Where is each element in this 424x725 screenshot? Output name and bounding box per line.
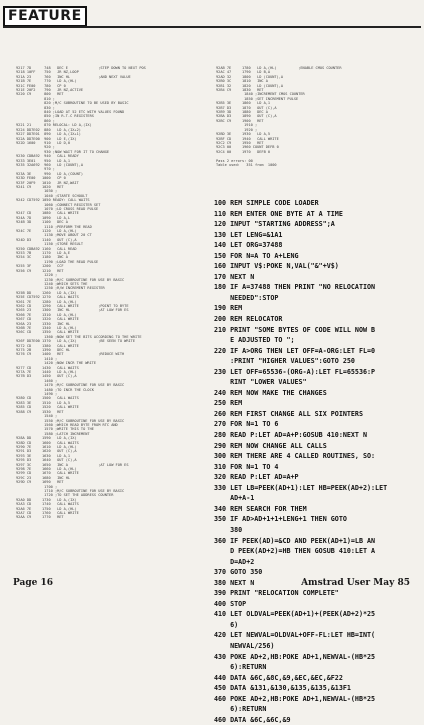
assembly-line: 925E CD7592 1270 CALL WAITS [16,295,79,300]
basic-line: E ADJUSTED TO "; [214,336,295,345]
assembly-line: 927B D3 1450 OUT (C),A [16,374,77,379]
assembly-line: 92AD 32 1800 LD (COUNT),A [216,74,284,79]
basic-line: 150 FOR N=A TO A+LENG [214,251,299,260]
basic-line: 460 DATA &6C,&6C,&9 [214,715,291,724]
assembly-line: 1150 ;STORE RESULT [16,242,84,247]
assembly-line: 860 ; [16,118,55,123]
assembly-line: 9272 CD 1380 CALL WRITE [16,343,79,348]
assembly-line: 9280 CD 1500 CALL WAITS [16,396,79,401]
assembly-line: 9276 C9 1400 RET ;REDUCE WITH [16,352,125,357]
assembly-line: 921E 20F2 790 JR NZ,ACTIVE [16,88,84,93]
assembly-line: 9266 7E 1310 LD A,(HL) [16,312,77,317]
assembly-line: 926A 23 1330 INC HL [16,321,71,326]
assembly-line: 850 ;IN R-T-C REGISTERS [16,114,94,119]
assembly-line: 9247 CD 1080 CALL WRITE [16,211,79,216]
assembly-line: 92AB 7E 1780 LD A,(HL) ;ENABLE CMOS COUNTER [216,66,342,70]
basic-line: 290 REM NOW CHANGE ALL CALLS [214,441,327,450]
basic-line: 230 LET OFF=65536-(ORG-A):LET FL=65536:P [214,367,376,376]
assembly-line: 921A 23 760 INC HL ;AND NEXT VALUE [16,74,131,79]
basic-line: 170 NEXT N [214,272,255,281]
assembly-line: 923A 3E 990 LD A,(COUNT) [16,171,84,176]
basic-line: 460 POKE AD+2,HB:POKE AD+1,NEWVAL-(HB*25 [214,694,376,703]
basic-line: 350 IF AD>AD+1+1+LENG+1 THEN GOTO [214,515,347,524]
basic-line: 320 READ P:LET AD=A+P [214,473,299,482]
assembly-line: 92A3 CD 1740 CALL WAITS [16,502,79,507]
assembly-line: 92AA C9 1770 RET [16,515,64,520]
assembly-line: 924A 7D 1090 LD A,L [16,215,71,220]
assembly-line: 922A DD7E00 900 LD E,(IX) [16,136,77,141]
assembly-line: 9293 3E 1630 LD A,1 [16,453,71,458]
assembly-line: 9265 23 1300 INC HL ;AT LOW FOR ES [16,308,129,313]
assembly-line: 9299 CD 1670 CALL WRITE [16,471,79,476]
basic-line: 310 FOR N=1 TO 4 [214,462,279,471]
assembly-line: 9275 2B 1390 DEC HL [16,348,71,352]
assembly-line: 929D C9 1690 RET [16,480,64,485]
assembly-line: 1460 ; [16,378,58,383]
assembly-line: 930 ;NOW WAIT FOR IT TO CHANGE [16,149,110,154]
assembly-line: 1230 ;M/C SUBROUTINE FOR USE BY BASIC [16,277,125,282]
assembly-line: 928D CD 1600 CALL WAITS [16,440,79,445]
basic-line: 300 REM THERE ARE 4 CALLED ROUTINES, SO: [214,452,376,461]
assembly-line: 923D FE00 1000 CP 0 [16,176,66,181]
basic-line: 180 IF A=37488 THEN PRINT "NO RELOCATION [214,283,376,292]
assembly-line: 9267 CD 1320 CALL WRITE [16,317,79,322]
assembly-line: 921C FE00 780 CP 0 [16,83,66,88]
basic-line: 430 POKE AD+2,HB:POKE AD+1,NEWVAL-(HB*25 [214,652,376,661]
basic-line: RINT "LOWER VALUES" [214,378,307,387]
basic-line: 110 REM ENTER ONE BYTE AT A TIME [214,209,343,218]
basic-line: 330 LET LB=PEEK(AD+1):LET HB=PEEK(AD+2):LET [214,483,388,492]
assembly-line: 1850 ;SET INCREMENT PULSE [216,96,299,101]
assembly-line: 923F 20F9 1010 JR NZ,WAIT [16,180,79,185]
assembly-line: 9227 DD7E01 890 LD A,(IX+1) [16,132,81,137]
assembly-line: 92A0 DD 1730 LD A,(IX) [16,497,77,502]
assembly-line: 840 ;LOAD AT 52 ETC WITH VALUES FOUND [16,110,125,115]
assembly-line: 1070 ;LD CROSS READ PULSE [16,207,99,211]
assembly-line: 9250 CDBA92 1160 CALL READ [16,246,77,251]
assembly-line: 1840 ;INCREMENT CMOS COUNTER [216,92,305,97]
assembly-line: 92C4 00 1970 DEFB 0 [216,149,271,154]
basic-line: :PRINT "HIGHER VALUES":GOTO 250 [214,357,355,366]
basic-line: D PEEK(AD+2)=HB THEN GOSUB 410:LET A [214,547,376,556]
basic-line: 140 LET ORG=37488 [214,241,283,250]
assembly-line: 1360 ;NOW SET THE BITS ACCORDING TO THE WRITE [16,334,142,339]
assembly-line: 9291 D3 1620 OUT (C),A [16,449,77,454]
magazine-credit: Amstrad User May 85 [301,578,410,588]
basic-line: 380 [214,525,243,534]
assembly-line: 922D 1600 910 LD D,0 [16,140,71,145]
assembly-line: Table used: 351 from 1000 [216,162,277,167]
basic-line: 270 FOR N=1 TO 6 [214,420,279,429]
assembly-line: 9254 3C 1180 INC A [16,255,68,260]
assembly-line: 92BC C9 1900 RET [216,118,264,123]
assembly-line: 9256 C9 1210 RET [16,268,64,273]
assembly-line: 9241 C9 1020 RET [16,184,64,189]
basic-line: NEWVAL/256) [214,641,275,650]
assembly-line: 9288 C9 1530 RET [16,409,64,414]
assembly-line: 9261 7E 1280 LD A,(HL) [16,299,77,304]
assembly-line: 820 ;M/C SUBROUTINE TO BE USED BY BASIC [16,101,129,106]
assembly-line: 810 ; [16,96,55,101]
assembly-line: 92A6 7E 1750 LD A,(HL) [16,506,77,511]
basic-line: 370 GOTO 350 [214,568,263,577]
basic-line: 440 DATA &6C,&8C,&9,&EC,&EC,&F22 [214,673,343,682]
basic-line: 6):RETURN [214,663,267,672]
header-rule [3,26,421,28]
assembly-line: 9285 CD 1520 CALL WRITE [16,405,79,410]
basic-line: 410 LET OLDVAL=PEEK(AD+1)+(PEEK(AD+2)*25 [214,610,376,619]
basic-line: 240 REM NOW MAKE THE CHANGES [214,388,327,397]
assembly-line: 1420 ;NOW INCR THE WRITE [16,361,97,366]
assembly-line: 924D D3 1140 OUT (C),A [16,237,77,242]
basic-line: 380 NEXT N [214,578,255,587]
assembly-line: 1410 ; [16,356,58,361]
basic-line: D=AD+2 [214,557,255,566]
basic-line: 280 READ P:LET AD=A+P:GOSUB 410:NEXT N [214,431,367,440]
basic-line: 450 DATA &131,&130,&135,&135,&13F1 [214,684,351,693]
assembly-line: 9235 32A692 960 LD (COUNT),A [16,162,84,167]
basic-line: 190 REM [214,304,243,313]
basic-line: 200 REM RELOCATOR [214,315,283,324]
basic-line: 420 LET NEWVAL=OLDVAL+OFF-FL:LET HB=INT( [214,631,376,640]
assembly-line: 920 ; [16,145,55,150]
basic-line: AD+A-1 [214,494,255,503]
assembly-line: 1480 ;TO INCR THE CLOCK [16,387,94,392]
basic-line: 340 REM SEARCH FOR THEM [214,504,307,513]
assembly-line: 9262 CD 1290 CALL WRITE ;POINT TO BYTE [16,303,129,308]
assembly-line: 9217 7D 748 DEC E ;STEP DOWN TO NEXT POS [16,66,146,70]
assembly-line: 830 ; [16,105,55,110]
basic-line: 120 INPUT "STARTING ADDRESS";A [214,220,335,229]
assembly-line: 1110 ;PERFORM THE READ [16,224,92,229]
assembly-line: 1570 ;WRITE THIS TO THE [16,427,94,432]
assembly-line: 9218 10FF 750 JR NZ,LOOP [16,70,79,75]
assembly-line: 970 ; [16,167,55,172]
assembly-line: 92BF CD 1940 CALL WRITE [216,136,279,141]
assembly-line: 9283 3E 1510 LD A,5 [16,400,71,405]
assembly-line: 9233 3E01 950 LD A,1 [16,158,71,163]
assembly-line: 1030 ; [16,189,58,194]
assembly-line: 926C CD 1350 CALL WRITE [16,330,79,335]
assembly-line: 1580 ;LATCH INCREMENT [16,431,90,436]
assembly-line: 9255 3F 1200 CCF [16,264,64,269]
basic-line: 6):RETURN [214,705,267,714]
assembly-line: 1720 ;TO SET THE ADDRESS COUNTER [16,493,114,498]
assembly-line: 1700 ; [16,484,58,489]
assembly-line: 1470 ;M/C SUBROUTINE FOR USE BY BASIC [16,383,125,388]
assembly-line: 9277 CD 1430 CALL WAITS [16,365,79,370]
assembly-line: 1240 ;WHICH SETS THE [16,281,88,286]
basic-line: 6) [214,620,239,629]
assembly-line: 1190 ;LOAD THE READ PULSE [16,259,99,264]
assembly-line: 1040 ;STARTE SCHOOLT [16,193,88,198]
page-number: Page 16 [13,578,54,588]
basic-line: 250 REM [214,399,243,408]
assembly-line: 1540 ; [16,414,58,419]
assembly-line: 9295 D3 1640 OUT (C),A [16,458,77,463]
assembly-line: 1490 ; [16,392,58,397]
assembly-line: 92A7 CD 1760 CALL WRITE [16,511,79,516]
basic-line: 130 LET LENG=&1A1 [214,230,283,239]
basic-line: NEEDED":STOP [214,293,279,302]
assembly-line: 92B9 3D 1880 DEC A [216,110,268,115]
assembly-line: 9221 21 870 RELOCAL: LD A,(IX) [16,123,92,128]
assembly-line: 928A DD 1590 LD A,(IX) [16,436,77,441]
section-label: FEATURE [3,6,87,27]
assembly-line: 92C3 00 1960 COUNT DEFB 0 [216,145,279,150]
assembly-line: 926B 7E 1340 LD A,(HL) [16,325,77,330]
assembly-line: 92C2 C9 1950 RET [216,140,264,145]
assembly-line: 92B7 D3 1870 OUT (C),A [216,105,277,110]
assembly-line: 92B1 32 1820 LD (COUNT),A [216,83,284,88]
assembly-line: 92BD 3E 1930 LD A,5 [216,132,271,137]
assembly-line: 1060 ;CONNECT REGISTER SET [16,202,101,207]
assembly-line: 92AC 47 1790 LD B,A [216,70,271,75]
assembly-line: 9242 CD7592 1050 READY: CALL WAITS [16,198,90,203]
assembly-line: 926F DD7E00 1370 LD A,(IX) ;BE SEEN TO WRITE [16,339,135,344]
assembly-line: 1560 ;WHICH READ BYTE FROM RTC AND [16,422,118,427]
basic-line: 360 IF PEEK(AD)=&CD AND PEEK(AD+1)=LB AN [214,536,376,545]
assembly-line: 92B0 3C 1810 INC A [216,79,268,84]
assembly-line: 92BA D3 1890 OUT (C),A [216,114,277,119]
basic-line: 220 IF A>ORG THEN LET OFF=A-ORG:LET FL=0 [214,346,376,355]
assembly-line: 9297 3C 1650 INC A ;AT LOW FOR ES [16,462,129,467]
assembly-line: 924C 7E 1120 LD A,(HL) [16,229,77,234]
assembly-line: 1710 ;M/C SUBROUTINE FOR USE BY BASIC [16,489,125,493]
assembly-line: 1550 ;M/C SUBROUTINE FOR USE BY BASIC [16,418,125,423]
assembly-line: 927A 7E 1440 LD A,(HL) [16,370,77,375]
assembly-line: 92B4 C9 1830 RET [216,88,264,93]
basic-line: 160 INPUT V$:POKE N,VAL("&"+V$) [214,262,339,271]
assembly-line: 1250 ;R/W INCREMENT REGISTER [16,286,105,291]
assembly-line: 9220 C9 800 RET [16,92,64,97]
assembly-listing-left [16,66,214,578]
basic-line: 400 STOP [214,599,247,608]
assembly-line: 9224 DD7E02 880 LD A,(IX+2) [16,127,81,132]
assembly-line: 1920 ; [216,127,258,132]
basic-line: 210 PRINT "SOME BYTES OF CODE WILL NOW B [214,325,376,334]
assembly-line: 929C 23 1680 INC HL [16,475,71,480]
assembly-line: Pass 2 errors: 00 [216,158,253,163]
assembly-line: 921B 7E 770 LD A,(HL) [16,79,77,84]
basic-line: 100 REM SIMPLE CODE LOADER [214,199,319,207]
assembly-line: 9290 7E 1610 LD A,(HL) [16,444,77,449]
basic-line: 260 REM FIRST CHANGE ALL SIX POINTERS [214,409,363,418]
assembly-line: 1130 ;MOVE ABOUT 20 CT [16,233,92,238]
assembly-line: 9298 7E 1660 LD A,(HL) [16,466,77,471]
assembly-line: 92B5 3E 1860 LD A,1 [216,101,271,106]
assembly-line: 9253 7B 1170 LD A,E [16,251,71,256]
assembly-line: 1220 ; [16,273,58,278]
assembly-line: 925B DD 1260 LD A,(IX) [16,290,77,295]
assembly-line: 1910 ; [216,123,258,128]
assembly-line: 9230 CDBA92 940 CALL READY [16,154,79,159]
basic-line: 390 PRINT "RELOCATION COMPLETE" [214,589,339,598]
assembly-line: 924B 3D 1100 DEC A [16,220,68,225]
